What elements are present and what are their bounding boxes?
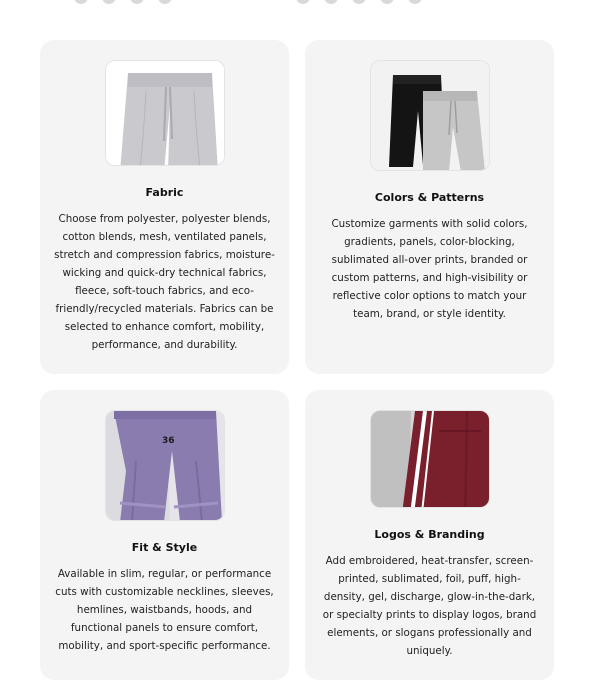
- indicator-dot: [130, 0, 144, 4]
- customization-features-grid: [40, 40, 555, 680]
- indicator-dot: [352, 0, 366, 4]
- indicator-dot: [408, 0, 422, 4]
- feature-description: Choose from polyester, polyester blends, cotton blends, mesh, ventilated panels, stretch and compression fabrics, moisture-wicking and quick-dry technical fabrics, fleece, soft-touch fabrics, and eco-friendly/recycled materials. Fabrics can be selected to enhance comfort, mobility, performance, and durability.: [54, 213, 275, 351]
- feature-card-logos-branding: [305, 390, 554, 680]
- black-and-grey-sweatpants-photo: [370, 60, 490, 171]
- indicator-dot: [158, 0, 172, 4]
- feature-title: Fabric: [145, 186, 184, 199]
- feature-description: Available in slim, regular, or performance cuts with customizable necklines, sleeves, hemlines, waistbands, hoods, and functional panels to ensure comfort, mobility, and sport-specific performance.: [55, 568, 274, 652]
- feature-title: Logos & Branding: [374, 528, 485, 541]
- feature-description: Add embroidered, heat-transfer, screen-printed, sublimated, foil, puff, high-density, gel, discharge, glow-in-the-dark, or specialty prints to display logos, brand elements, or slogans professionally and uniquely.: [322, 555, 537, 657]
- carousel-indicators: [74, 0, 524, 6]
- purple-joggers-photo: [105, 410, 225, 521]
- feature-card-fit-style: [40, 390, 289, 680]
- feature-card-colors-patterns: [305, 40, 554, 374]
- indicator-dot: [296, 0, 310, 4]
- feature-title: Colors & Patterns: [374, 191, 485, 204]
- feature-title: Fit & Style: [131, 541, 198, 554]
- previous-section-edge: [0, 0, 595, 10]
- grey-sweatpants-photo: [105, 60, 225, 166]
- feature-description: Customize garments with solid colors, gradients, panels, color-blocking, sublimated all-over prints, branded or custom patterns, and high-visibility or reflective color options to match your team, brand, or style identity.: [331, 218, 528, 320]
- indicator-dot: [74, 0, 88, 4]
- svg-text:36: 36: [161, 436, 175, 446]
- feature-card-fabric: [40, 40, 289, 374]
- indicator-dot: [324, 0, 338, 4]
- indicator-dot: [102, 0, 116, 4]
- indicator-dot: [380, 0, 394, 4]
- maroon-striped-pants-photo: [370, 410, 490, 508]
